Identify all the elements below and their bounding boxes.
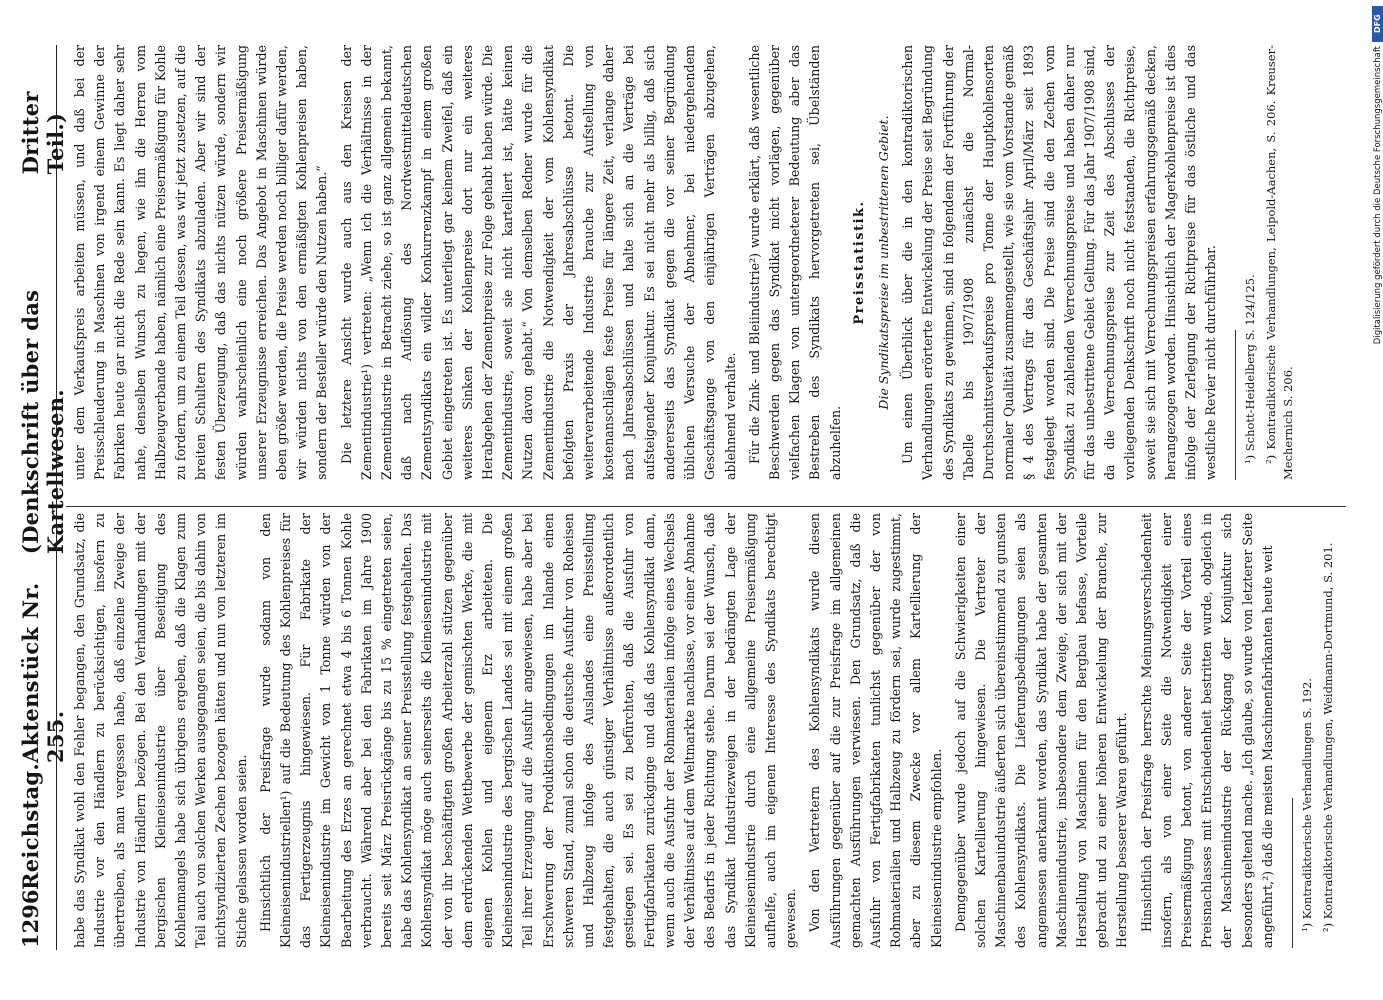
paragraph: Demgegenüber wurde jedoch auf die Schwierigkeiten einer solchen Kartellierung hingewiesen. Die Vertreter der Maschinenbauindustrie äußerten sich übereinstimmend zu gunsten des Kohlensyndikats. Die Lieferungsbedingungen seien als angemessen anerkannt worden, das Syndikat habe der gesamten Maschinenindustrie, insbesondere dem Zweige, der sich mit der Herstellung von Maschinen für den Bergbau befasse, Vorteile gebracht und zu einer höheren Entwickelung der Branche, zur Herstellung besserer Waren geführt.	[952, 513, 1130, 948]
paragraph: Von den Vertretern des Kohlensyndikats wurde diesen Ausführungen gegenüber auf die zur Preisfrage im allgemeinen gemachten Ausführungen verwiesen. Den Grundsatz, daß die Ausfuhr von Fertigfabrikaten tunlichst gegenüber der von Rohmaterialien und Halbzeug zu fördern sei, wurde zugestimmt, aber zu diesem Zwecke vor allem Kartellierung der Kleineisenindustrie empfohlen.	[807, 513, 944, 948]
running-title-right: (Denkschrift über das Kartellwesen.	[18, 289, 68, 555]
running-title-center: Aktenstück Nr. 255.	[18, 582, 68, 764]
paragraph: habe das Syndikat wohl den Fehler begangen, den Grundsatz, die Industrie vor den Händlern zu berücksichtigen, insofern zu übertreiben, als man vergessen habe, daß einzelne Zweige der Industrie von Händlern bezögen. Bei den Verhandlungen mit der bergischen Kleineisenindustrie über Beseitigung des Kohlenmangels habe sich übrigens ergeben, daß die Klagen zum Teil auch von solchen Werken ausgegangen seien, die bis dahin von nichtsyndizierten Zechen bezogen hätten und nun von letzteren im Stiche gelassen worden seien.	[72, 513, 249, 948]
running-title-left: Reichstag.	[18, 763, 43, 890]
running-title-part: Dritter Teil.)	[18, 91, 68, 175]
dfg-logo: DFG	[1372, 6, 1383, 42]
page-number: 1296	[18, 889, 43, 948]
right-column	[70, 45, 1301, 480]
running-title	[18, 42, 68, 890]
paragraph: Für die Zink- und Bleiindustrie²) wurde erklärt, daß wesentliche Beschwerden gegen das Syndikat nicht vorlägen, gegenüber vielfachen Klagen von untergeordneterer Bedeutung aber das Bestreben des Syndikats hervorgetreten sei, Übelständen abzuhelfen.	[746, 45, 843, 480]
page-header	[0, 0, 68, 1000]
header-rule	[56, 45, 57, 950]
footnote: ²) Kontradiktorische Verhandlungen, Weidmann-Dortmund, S. 201.	[1320, 542, 1335, 932]
footnote-rule	[1292, 798, 1293, 948]
section-subheading: Die Syndikatspreise im unbestrittenen Gebiet.	[875, 115, 891, 410]
paragraph: Um einen Überblick über die in den kontradiktorischen Verhandlungen erörterte Entwickelung der Preise seit Begründung des Syndikats zu gewinnen, sind in folgendem der Fortführung der Tabelle bis 1907/1908 zunächst die Normal-Durchschnittsverkaufspreise pro Tonne der Hauptkohlensorten normaler Qualität zusammengestellt, wie sie vom Vorstande gemäß § 4 des Vertrags für das Geschäftsjahr April/März seit 1893 festgelegt worden sind. Die Preise sind die den Zechen vom Syndikat zu zahlenden Verrechnungspreise und haben daher nur für das unbestrittene Gebiet Geltung. Für das Jahr 1907/1908 sind, da die Verrechnungspreise zur Zeit des Abschlusses der vorliegenden Denkschrift noch nicht feststanden, die Richtpreise, soweit sie sich mit Verrechnungspreisen erfahrungsgemäß decken, herangezogen worden. Hinsichtlich der Magerkohlenpreise ist dies infolge der Zerlegung der Richtpreise für das östliche und das westliche Revier nicht durchführbar.	[900, 45, 1219, 480]
column-divider	[66, 506, 1346, 507]
footnote: ¹) Schott-Heidelberg S. 124/125.	[1243, 274, 1258, 464]
paragraph: Hinsichtlich der Preisfrage wurde sodann von den Kleineisenindustriellen¹) auf die Bedeutung des Kohlenpreises für das Fertigerzeugnis hingewiesen. Für Fabrikate der Kleineisenindustrie im Gewicht von 1 Tonne würden von der Bearbeitung des Erzes an gerechnet etwa 4 bis 6 Tonnen Kohle verbraucht. Während aber bei den Fabrikaten im Jahre 1900 bereits seit März Preisrückgänge bis zu 15 % eingetreten seien, habe das Kohlensyndikat an seiner Preisstellung festgehalten. Das Kohlensyndikat möge auch seinerseits die Kleineisenindustrie mit der von ihr beschäftigten großen Arbeiterzahl stützen gegenüber dem erdrückenden Wettbewerbe der gemischten Werke, die mit eigenen Kohlen und eigenem Erz arbeiteten. Die Kleineisenindustrie des bergischen Landes sei mit einem großen Teil ihrer Erzeugung auf die Ausfuhr angewiesen, habe aber bei Erschwerung der Produktionsbedingungen im Inlande einen schweren Stand, zumal schon die deutsche Ausfuhr von Roheisen und Halbzeug infolge des Auslandes eine Preisstellung festgehalten, die auch günstiger Verhältnisse außerordentlich gestiegen sei. Es sei zu befürchten, daß die Ausfuhr von Fertigfabrikaten zurückginge und daß das Kohlensyndikat dann, wenn auch die Ausfuhr der Rohmaterialien infolge eines Wechsels der Verhältnisse auf dem Weltmarkte nachlasse, vor einer Abnahme des Bedarfs in jeder Richtung stehe. Darum sei der Wunsch, daß das Syndikat Industriezweigen in der bedrängten Lage der Kleineisenindustrie durch eine allgemeine Preisermäßigung aufhelfe, auch im eigenen Interesse des Syndikats berechtigt gewesen.	[257, 513, 799, 948]
section-heading: Preisstatistik.	[851, 200, 867, 325]
paragraph: Die letztere Ansicht wurde auch aus den Kreisen der Zementindustrie¹) vertreten: „Wenn ich die Verhältnisse in der Zementindustrie in Betracht ziehe, so ist ganz allgemein bekannt, daß nach Auflösung des Nordwestmitteldeutschen Zementsyndikats ein wilder Konkurrenzkampf in einem großen Gebiet eingetreten ist. Es unterliegt gar keinem Zweifel, daß ein weiteres Sinken der Kohlenpreise dort nur ein weiteres Herabgehen der Zementpreise zur Folge gehabt haben würde. Die Zementindustrie, soweit sie nicht kartelliert ist, hätte keinen Nutzen davon gehabt.“ Von demselben Redner wurde für die Zementindustrie die Notwendigkeit der vom Kohlensyndikat befolgten Praxis der Jahresabschlüsse betont. Die weiterverarbeitende Industrie brauche zur Aufstellung von kostenanschlägen feste Preise für längere Zeit, verlange daher nach Jahresabschlüssen und halte sich an die Verträge bei aufsteigender Konjunktur. Es sei nicht mehr als billig, daß sich andererseits das Syndikat gegen die vor seiner Begründung üblichen Versuche der Abnehmer, bei niedergehendem Geschäftsgange von den einjährigen Verträgen abzugehen, ablehnend verhalte.	[338, 45, 738, 480]
digitization-note: Digitalisierung gefördert durch die Deutsche Forschungsgemeinschaft	[1373, 46, 1383, 345]
paragraph: unter dem Verkaufspreis arbeiten müssen, und daß bei der Preisschleuderung in Maschinen von irgend einem Gewinne der Fabriken heute gar nicht die Rede sein kann. Es liegt daher sehr nahe, denselben Wunsch zu hegen, wie ihn die Herren vom Halbzeugverbande haben, nämlich eine Preisermäßigung für Kohle zu fordern, um zu einem Teil dessen, was wir jetzt zusetzen, auf die breiten Schultern des Syndikats abzuladen. Aber wir sind der festen Überzeugung, daß das nichts nützen würde, sondern wir würden wahrscheinlich eine noch größere Preisermäßigung unserer Erzeugnisse erreichen. Das Angebot in Maschinen würde eben größer werden, die Preise werden noch billiger dafür werden, wir würden nichts von den ermäßigten Kohlenpreisen haben, sondern der Besteller würde den Nutzen haben.“	[72, 45, 330, 480]
footnote: ²) Kontradiktorische Verhandlungen, Leipold-Aachen, S. 206. Kreuser-Mechernich S. 206.	[1264, 45, 1296, 480]
footnote-rule	[1235, 330, 1236, 480]
left-column	[70, 513, 1341, 948]
footnote: ¹) Kontradiktorische Verhandlungen S. 192.	[1299, 678, 1314, 932]
paragraph: Hinsichtlich der Preisfrage herrschte Meinungsverschiedenheit insofern, als von einer Seite die Notwendigkeit einer Preisermäßigung betont, von anderer Seite der Vorteil eines Preisnachlasses mit Entschiedenheit bestritten wurde, obgleich in der Maschinenindustrie der Rückgang der Konjunktur sich besonders geltend mache. „Ich glaube, so wurde von letzterer Seite angeführt,²) daß die meisten Maschinenfabrikanten heute weit	[1138, 513, 1275, 948]
